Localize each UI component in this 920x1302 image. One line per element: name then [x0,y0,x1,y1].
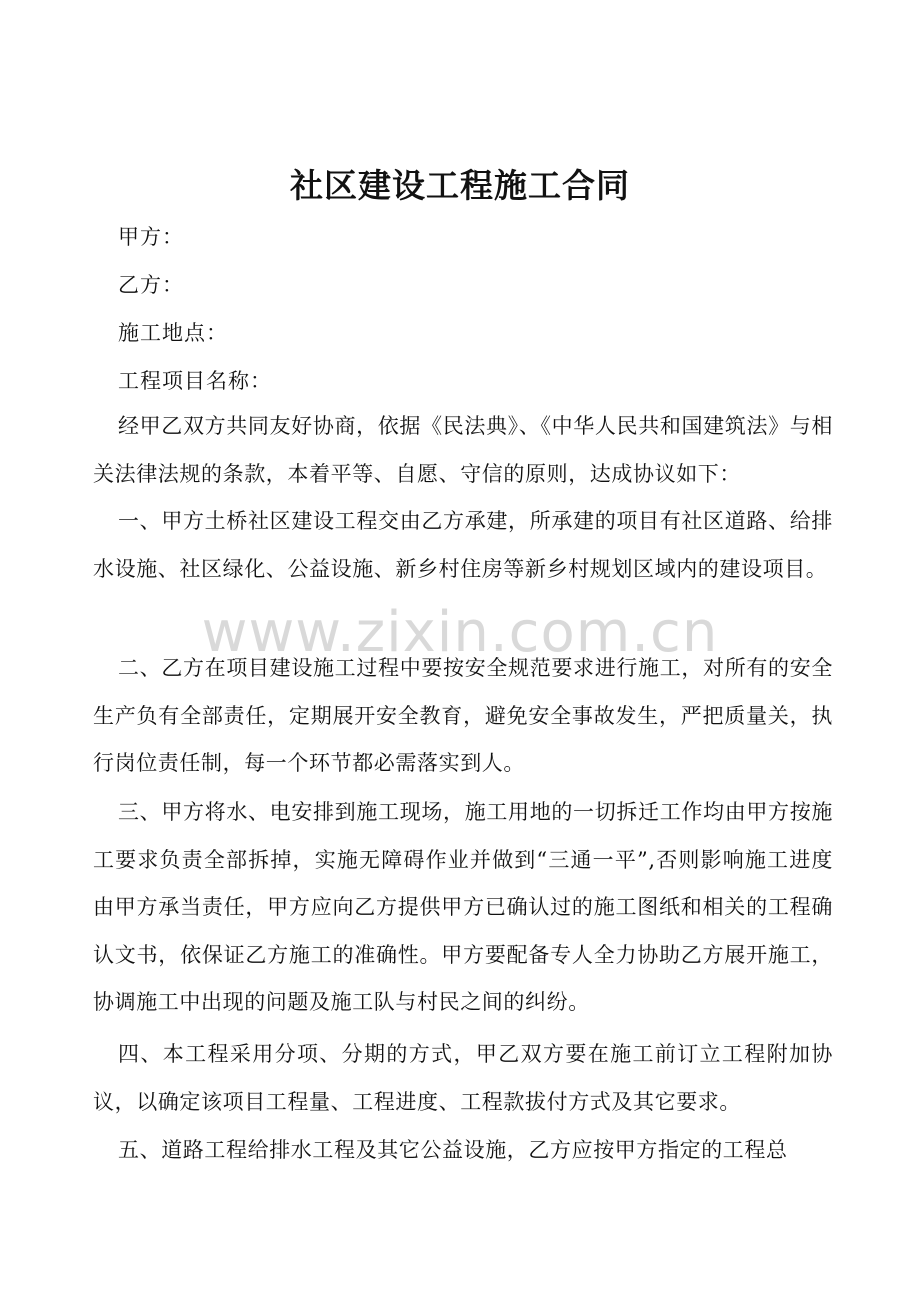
watermark: www.zixin.com.cn [201,600,719,665]
project-name-field: 工程项目名称： [118,369,272,393]
contract-title: 社区建设工程施工合同 [290,166,630,205]
party-a-field: 甲方： [118,225,184,249]
party-b-field: 乙方： [118,273,184,297]
clause-2-paragraph: 二、乙方在项目建设施工过程中要按安全规范要求进行施工，对所有的安全生产负有全部责任，定期展开安全教育，避免安全事故发生，严把质量关，执行岗位责任制，每一个环节都必需落实到人。 [93,656,833,775]
preamble-paragraph: 经甲乙双方共同友好协商，依据《民法典》、《中华人民共和国建筑法》与相关法律法规的条款，本着平等、自愿、守信的原则，达成协议如下： [93,414,833,486]
clause-4-paragraph: 四、本工程采用分项、分期的方式，甲乙双方要在施工前订立工程附加协议，以确定该项目工程量、工程进度、工程款拔付方式及其它要求。 [93,1042,833,1114]
clause-1-paragraph: 一、甲方土桥社区建设工程交由乙方承建，所承建的项目有社区道路、给排水设施、社区绿化、公益设施、新乡村住房等新乡村规划区域内的建设项目。 [93,509,833,581]
clause-5-paragraph: 五、道路工程给排水工程及其它公益设施，乙方应按甲方指定的工程总 [118,1138,788,1162]
clause-3-paragraph: 三、甲方将水、电安排到施工现场，施工用地的一切拆迁工作均由甲方按施工要求负责全部拆掉，实施无障碍作业并做到“三通一平”,否则影响施工进度由甲方承当责任，甲方应向乙方提供甲方已确认过的施工图纸和相关的工程确认文书，依保证乙方施工的准确性。甲方要配备专人全力协助乙方展开施工，协调施工中出现的问题及施工队与村民之间的纠纷。 [93,800,833,1014]
construction-location-field: 施工地点： [118,321,228,345]
